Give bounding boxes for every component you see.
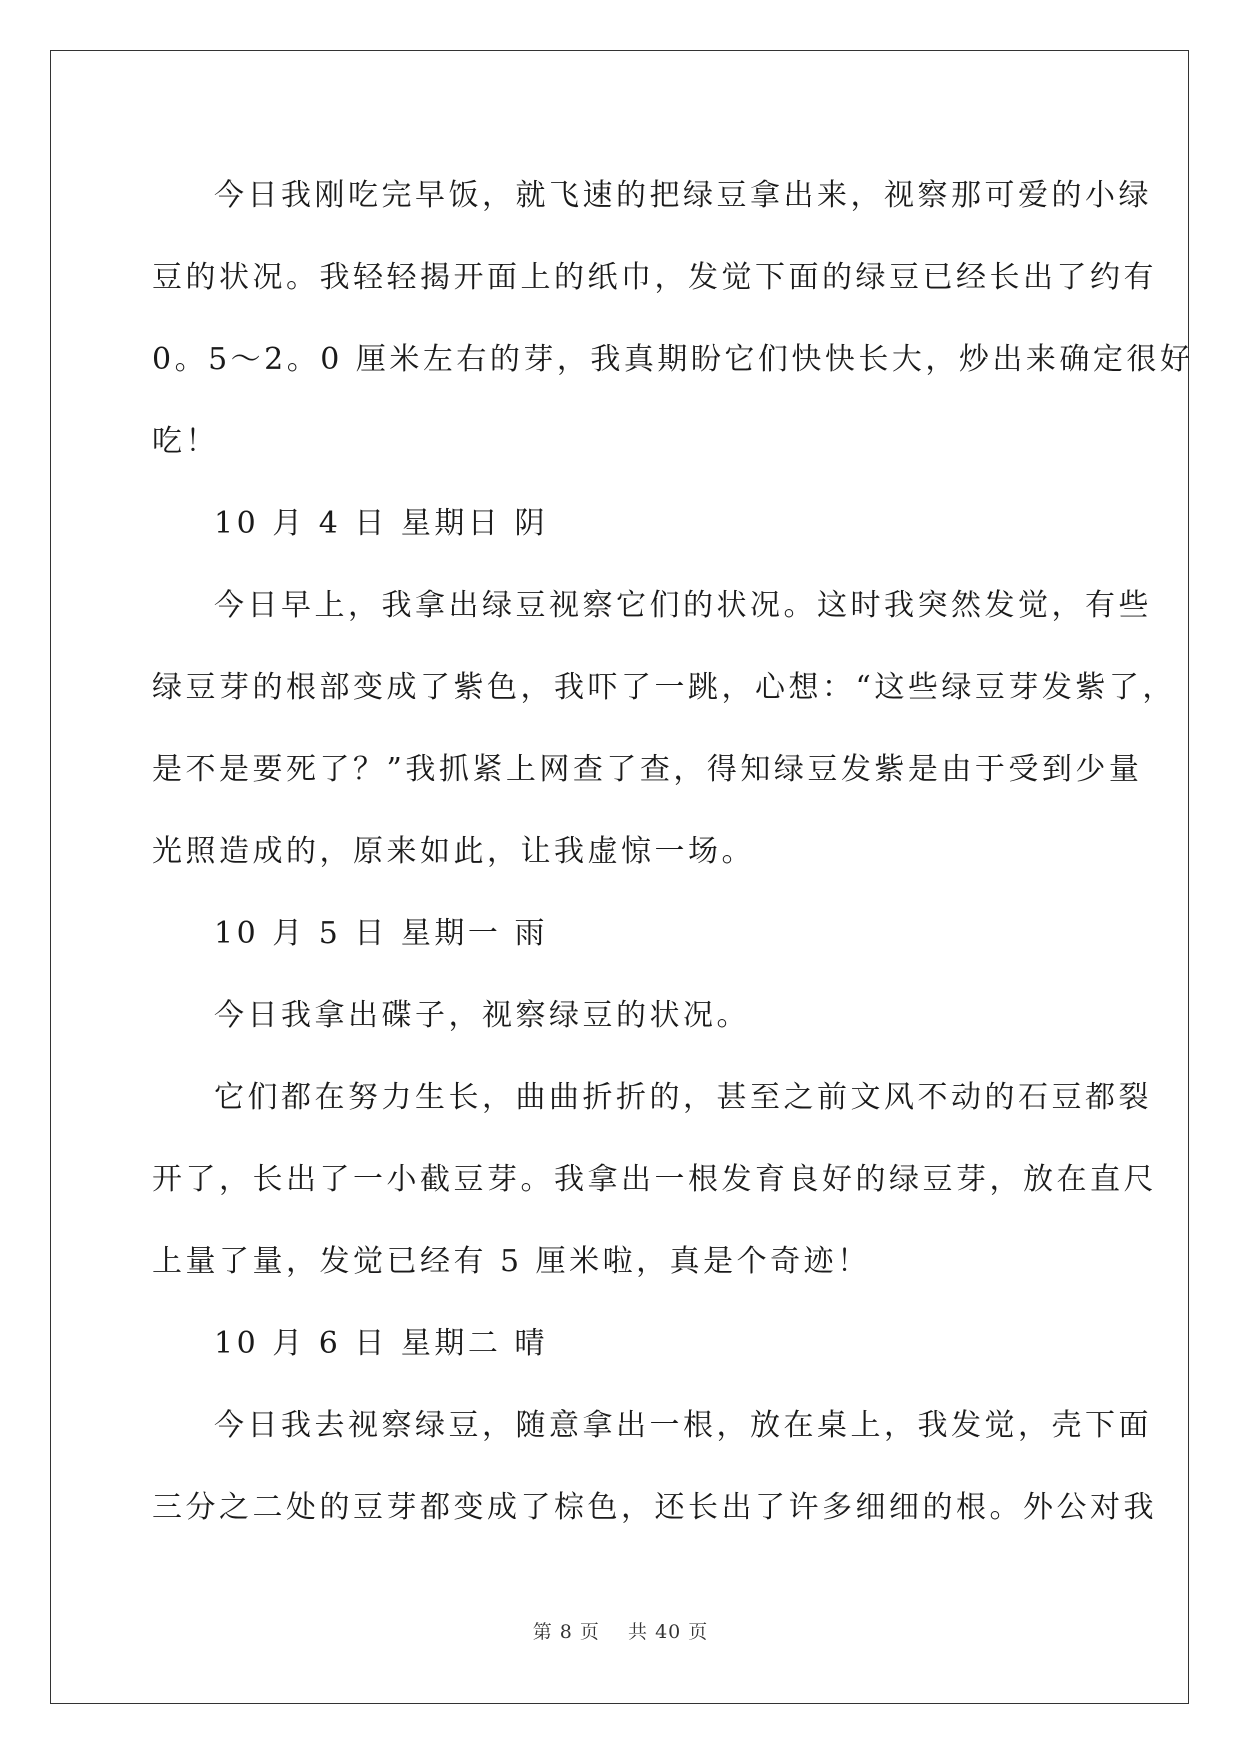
date-heading: 10 月 4 日 星期日 阴 bbox=[214, 506, 548, 541]
paragraph-line: 今日我刚吃完早饭，就飞速的把绿豆拿出来，视察那可爱的小绿 bbox=[214, 178, 1152, 213]
paragraph-line: 今日我去视察绿豆，随意拿出一根，放在桌上，我发觉，壳下面 bbox=[214, 1408, 1152, 1443]
paragraph-line: 上量了量，发觉已经有 5 厘米啦，真是个奇迹！ bbox=[152, 1244, 871, 1279]
paragraph-line: 是不是要死了？”我抓紧上网查了查，得知绿豆发紫是由于受到少量 bbox=[152, 752, 1143, 787]
paragraph-line: 今日早上，我拿出绿豆视察它们的状况。这时我突然发觉，有些 bbox=[214, 588, 1152, 623]
page-total: 共 40 页 bbox=[628, 1621, 709, 1643]
paragraph-line: 0。5～2。0 厘米左右的芽，我真期盼它们快快长大，炒出来确定很好 bbox=[152, 342, 1194, 377]
page-footer bbox=[0, 1617, 1241, 1644]
paragraph-line: 它们都在努力生长，曲曲折折的，甚至之前文风不动的石豆都裂 bbox=[214, 1080, 1152, 1115]
paragraph-line: 吃！ bbox=[152, 424, 219, 459]
paragraph-line: 绿豆芽的根部变成了紫色，我吓了一跳，心想：“这些绿豆芽发紫了， bbox=[152, 670, 1176, 705]
paragraph-line: 今日我拿出碟子，视察绿豆的状况。 bbox=[214, 998, 750, 1033]
date-heading: 10 月 5 日 星期一 雨 bbox=[214, 916, 548, 951]
page-number: 第 8 页 bbox=[532, 1621, 600, 1643]
paragraph-line: 三分之二处的豆芽都变成了棕色，还长出了许多细细的根。外公对我 bbox=[152, 1490, 1157, 1525]
paragraph-line: 开了，长出了一小截豆芽。我拿出一根发育良好的绿豆芽，放在直尺 bbox=[152, 1162, 1157, 1197]
paragraph-line: 光照造成的，原来如此，让我虚惊一场。 bbox=[152, 834, 755, 869]
paragraph-line: 豆的状况。我轻轻揭开面上的纸巾，发觉下面的绿豆已经长出了约有 bbox=[152, 260, 1157, 295]
document-body bbox=[152, 155, 1194, 1549]
date-heading: 10 月 6 日 星期二 晴 bbox=[214, 1326, 548, 1361]
